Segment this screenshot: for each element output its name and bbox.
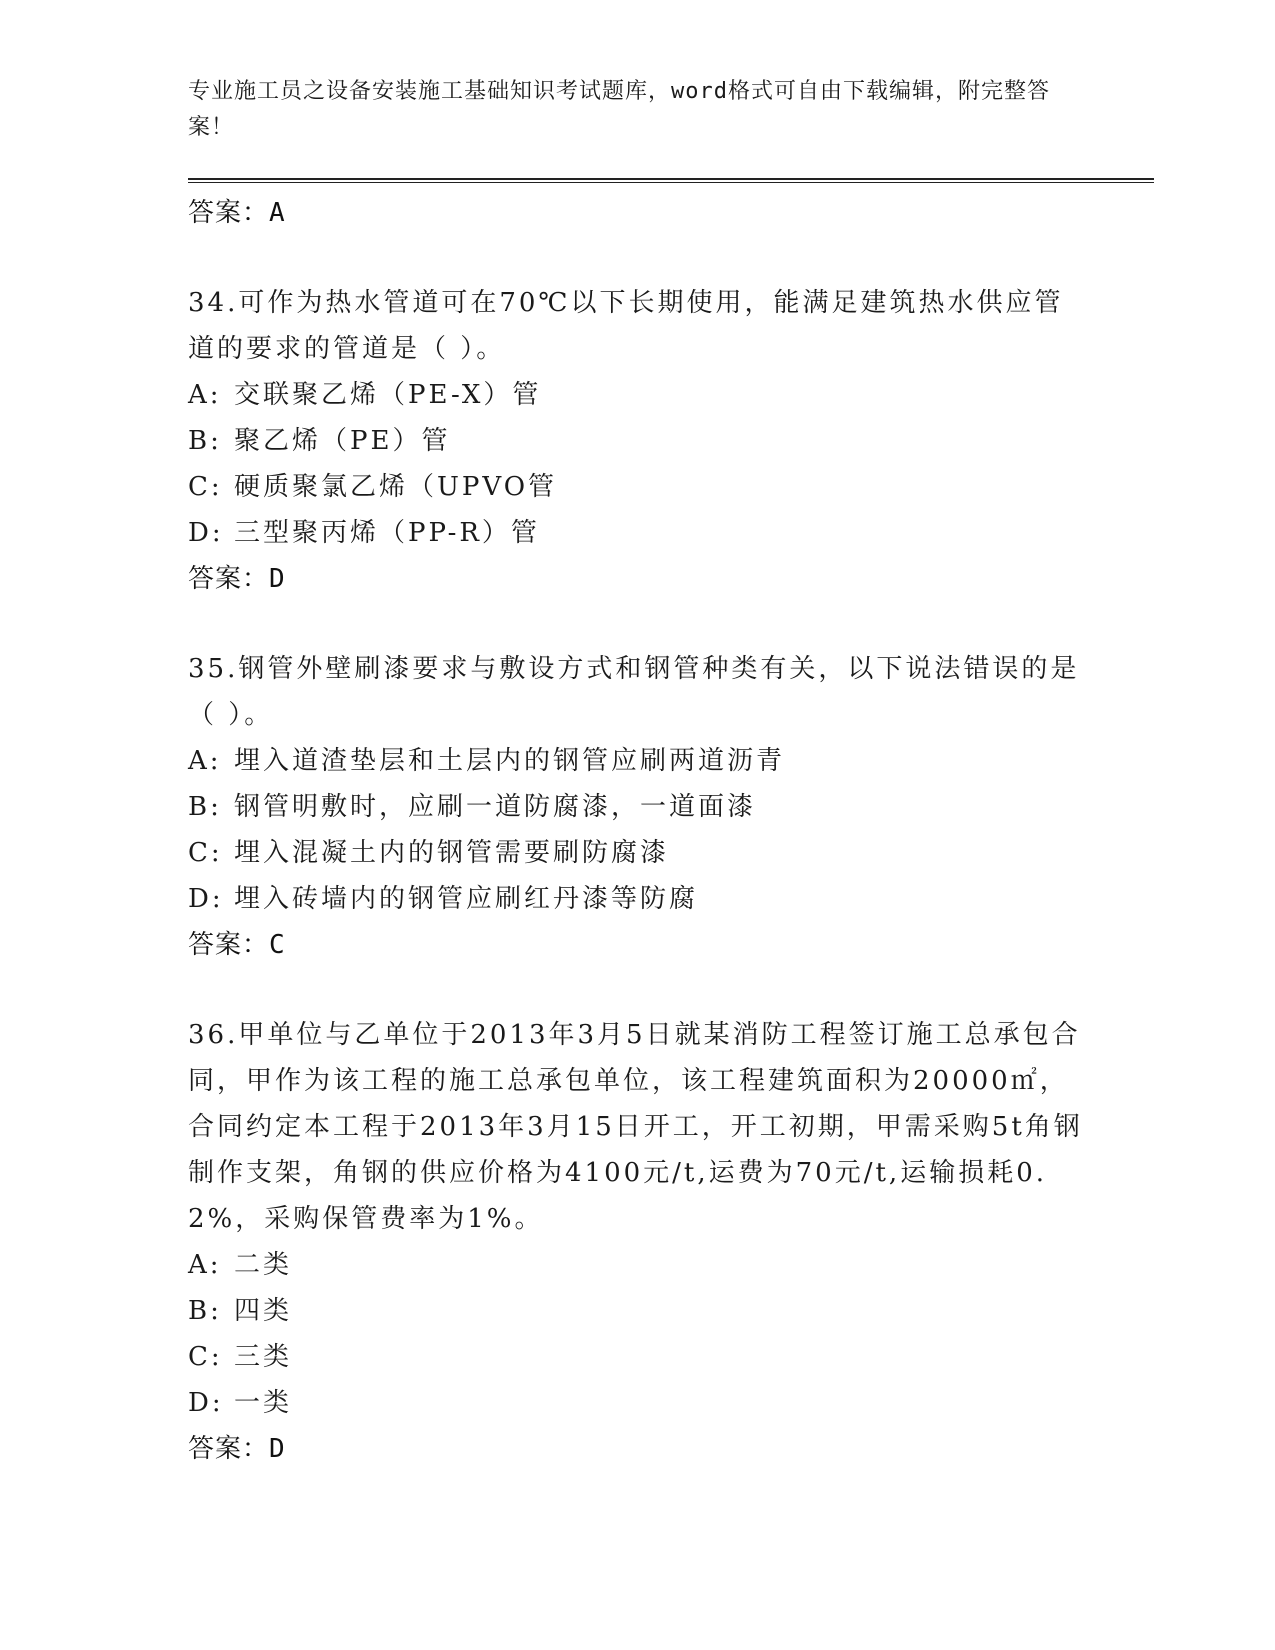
option-c <box>188 830 1088 876</box>
answer-line: 答案：D <box>188 564 286 594</box>
option-key: A: <box>188 746 222 776</box>
option-key: D: <box>188 1388 224 1418</box>
option-text: 三类 <box>234 1342 293 1372</box>
option-text: 硬质聚氯乙烯（UPVO管 <box>234 472 558 502</box>
option-key: B: <box>188 426 222 456</box>
question-36 <box>188 1012 1088 1472</box>
option-text: 埋入混凝土内的钢管需要刷防腐漆 <box>234 838 670 868</box>
option-a <box>188 1242 1088 1288</box>
option-c <box>188 1334 1088 1380</box>
question-text: 35.钢管外壁刷漆要求与敷设方式和钢管种类有关，以下说法错误的是（ ）。 <box>188 654 1080 730</box>
header-divider <box>188 178 1154 183</box>
option-text: 埋入道渣垫层和土层内的钢管应刷两道沥青 <box>234 746 786 776</box>
option-d <box>188 510 1088 556</box>
question-35 <box>188 646 1088 968</box>
page-header: 专业施工员之设备安装施工基础知识考试题库，word格式可自由下载编辑，附完整答案！ <box>188 79 1050 140</box>
answer-line: 答案：A <box>188 198 286 228</box>
question-text: 34.可作为热水管道可在70℃以下长期使用，能满足建筑热水供应管道的要求的管道是（ ）。 <box>188 288 1064 364</box>
option-text: 三型聚丙烯（PP-R）管 <box>234 518 540 548</box>
option-key: B: <box>188 792 222 822</box>
option-key: A: <box>188 1250 222 1280</box>
option-key: B: <box>188 1296 222 1326</box>
option-text: 四类 <box>234 1296 293 1326</box>
option-text: 二类 <box>234 1250 293 1280</box>
option-text: 聚乙烯（PE）管 <box>234 426 451 456</box>
option-d <box>188 1380 1088 1426</box>
option-key: C: <box>188 838 223 868</box>
question-34 <box>188 280 1088 602</box>
option-text: 一类 <box>234 1388 293 1418</box>
option-key: C: <box>188 1342 223 1372</box>
answer-line: 答案：D <box>188 1434 286 1464</box>
question-text: 36.甲单位与乙单位于2013年3月5日就某消防工程签订施工总承包合同，甲作为该工程的施工总承包单位，该工程建筑面积为20000㎡，合同约定本工程于2013年3月15日开工，开工初期，甲需采购5t角钢制作支架，角钢的供应价格为4100元/t,运费为70元/t,运输损耗0.2%，采购保管费率为1%。 <box>188 1020 1083 1234</box>
option-text: 埋入砖墙内的钢管应刷红丹漆等防腐 <box>234 884 699 914</box>
option-b <box>188 418 1088 464</box>
option-b <box>188 1288 1088 1334</box>
option-c <box>188 464 1088 510</box>
option-key: C: <box>188 472 223 502</box>
document-body <box>188 190 1088 1472</box>
option-key: D: <box>188 518 224 548</box>
option-key: A: <box>188 380 222 410</box>
option-a <box>188 738 1088 784</box>
option-b <box>188 784 1088 830</box>
option-a <box>188 372 1088 418</box>
option-key: D: <box>188 884 224 914</box>
option-text: 交联聚乙烯（PE-X）管 <box>234 380 542 410</box>
option-d <box>188 876 1088 922</box>
option-text: 钢管明敷时，应刷一道防腐漆，一道面漆 <box>234 792 757 822</box>
answer-line: 答案：C <box>188 930 286 960</box>
